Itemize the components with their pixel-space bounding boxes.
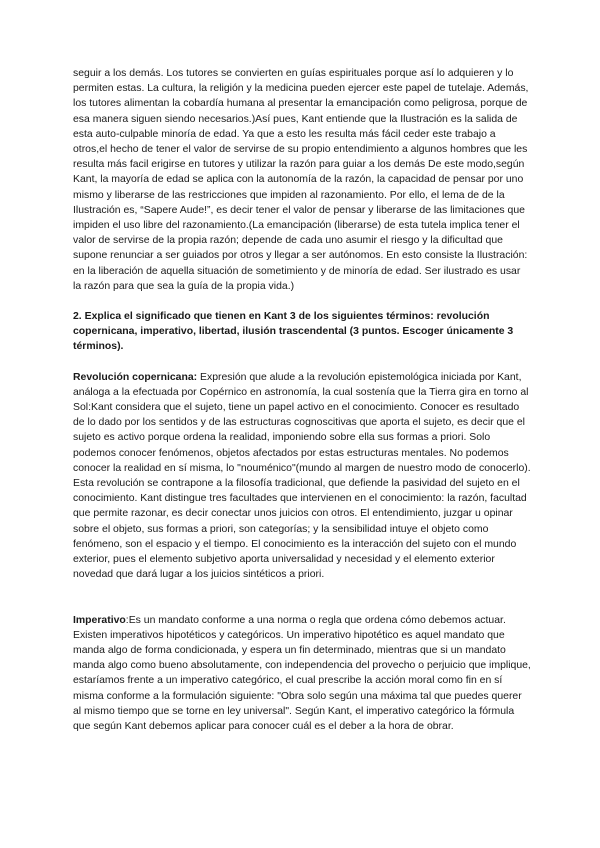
term-label: Revolución copernicana: <box>73 371 198 383</box>
term-definition: Expresión que alude a la revolución epistemológica iniciada por Kant, análoga a la efectuada por Copérnico en astronomía, la cual sostenía que la Tierra gira en torno al Sol:Kant considera que el sujeto, tiene un papel activo en el conocimiento. Conocer es resultado de lo dado por los sentidos y de las estructuras cognoscitivas que aporta el sujeto, es decir que el sujeto es activo porque ordena la realidad, imponiendo sobre ella sus formas a priori. Solo podemos conocer fenómenos, objetos afectados por estas estructuras mentales. No podemos conocer la realidad en sí misma, lo "nouménico"(mundo al margen de nuestro modo de conocerlo). Esta revolución se contrapone a la filosofía tradicional, que defiende la pasividad del sujeto en el conocimiento. Kant distingue tres facultades que intervienen en el conocimiento: la razón, facultad que permite razonar, es decir conectar unos juicios con otros. El entendimiento, juzgar u opinar sobre el objeto, sus formas a priori, son categorías; y la sensibilidad intuye el objeto como fenómeno, son el espacio y el tiempo. El conocimiento es la interacción del sujeto con el mundo exterior, pues el elemento subjetivo aporta universalidad y necesidad y el elemento exterior novedad que dará lugar a los juicios sintéticos a priori. <box>73 371 531 581</box>
question-heading: 2. Explica el significado que tienen en Kant 3 de los siguientes términos: revolución copernicana, imperativo, libertad, ilusión trascendental (3 puntos. Escoger únicamente 3 términos). <box>73 311 514 353</box>
document-body <box>73 66 531 749</box>
term-revolucion-copernicana <box>73 370 531 583</box>
term-imperativo <box>73 613 531 735</box>
term-label: Imperativo <box>73 614 126 626</box>
intro-paragraph: seguir a los demás. Los tutores se convierten en guías espirituales porque así lo adquieren y lo permiten estas. La cultura, la religión y la medicina pueden ejercer este papel de tutelaje. Además, los tutores alimentan la cobardía humana al presentar la emancipación como peligrosa, porque de esa manera siguen siendo necesarios.)Así pues, Kant entiende que la Ilustración es la salida de esta auto-culpable minoría de edad. Ya que a esto les resulta más fácil ceder este trabajo a otros,el hecho de tener el valor de servirse de su propio entendimiento a algunos hombres que les resulta más facil erigirse en tutores y utilizar la razón para guiar a los demás De este modo,según Kant, la mayoría de edad se aplica con la autonomía de la razón, la capacidad de pensar por uno mismo y liberarse de las restricciones que impiden al razonamiento. Por ello, el lema de de la Ilustración es, “Sapere Aude!”, es decir tener el valor de pensar y liberarse de las limitaciones que impiden el uso libre del razonamiento.(La emancipación (liberarse) de esta tutela implica tener el valor de servirse de la propia razón; depende de cada uno asumir el riesgo y la dificultad que supone renunciar a ser guiados por otros y llegar a ser autónomos. En esto consiste la Ilustración: en la liberación de aquella situación de sometimiento y de minoría de edad. Ser ilustrado es usar la razón para que sea la guía de la propia vida.) <box>73 68 529 292</box>
term-definition: :Es un mandato conforme a una norma o regla que ordena cómo debemos actuar. Existen imperativos hipotéticos y categóricos. Un imperativo hipotético es aquel mandato que manda algo de forma condicionada, y espera un fin determinado, mientras que si un mandato manda algo como bueno absolutamente, con independencia del provecho o perjuicio que implique, estaríamos frente a un imperativo categórico, el cual prescribe la acción moral como fin en sí misma conforme a la formulación siguiente: "Obra solo según una máxima tal que puedes querer al mismo tiempo que se torne en ley universal". Según Kant, el imperativo categórico la fórmula que según Kant debemos aplicar para conocer cuál es el deber a la hora de obrar. <box>73 614 531 732</box>
